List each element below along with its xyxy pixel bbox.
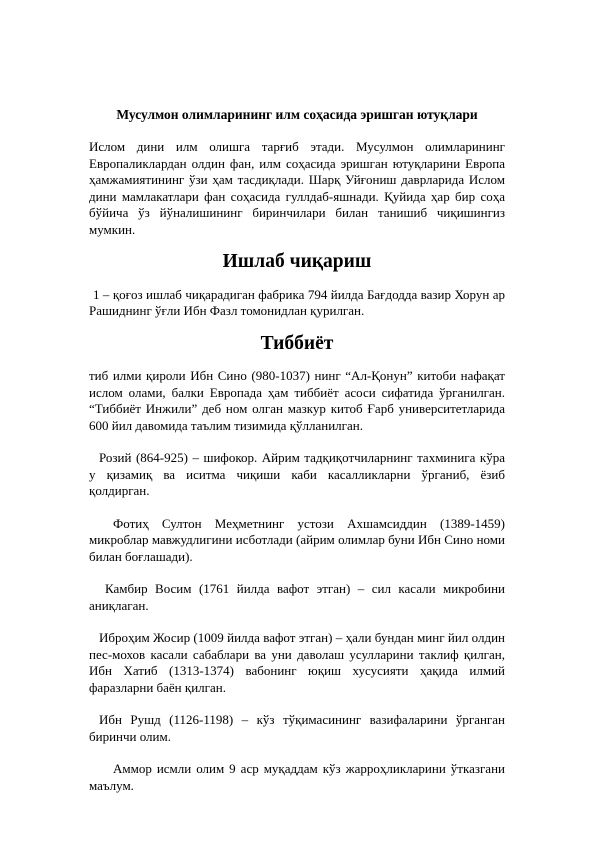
medicine-paragraph-akhshamsiddin: Фотиҳ Султон Меҳметнинг устози Ахшамсиддин (1389-1459) микроблар мавжудлигини исботлади (айрим олимлар буни Ибн Сино номи билан боғлашади). [89,515,505,564]
section-heading-production: Ишлаб чиқариш [222,251,372,272]
production-paragraph: 1 – қоғоз ишлаб чиқарадиган фабрика 794 йилда Бағдодда вазир Хорун ар Рашиднинг ўғли Ибн Фазл томонидлан қурилган. [89,286,505,318]
medicine-paragraph-ibrohim-josir: Иброҳим Жосир (1009 йилда вафот этган) – ҳали бундан минг йил олдин пес-мохов касали сабаблари ва уни даволаш усулларини таклиф қилган, Ибн Хатиб (1313-1374) вабонинг юқиш хусусияти ҳақида илмий фаразларни баён қилган. [89,630,505,695]
page-title: Мусулмон олимларининг илм соҳасида эришган ютуқлари [116,107,478,122]
intro-paragraph: Ислом дини илм олишга тарғиб этади. Мусулмон олимларининг Европаликлардан олдин фан, илм соҳасида эришган ютуқларини Европа ҳамжамиятининг ўзи ҳам тасдиқлади. Шарқ Уйғониш даврларида Ислом дини мамлакатлари фан соҳасида гуллдаб-яшнади. Қуйида ҳар бир соҳа бўйича ўз йўналишининг биринчилари билан танишиб чиқишингиз мумкин. [89,139,505,237]
document-body [89,106,505,810]
medicine-paragraph-ibn-rushd: Ибн Рушд (1126-1198) – кўз тўқимасининг вазифаларини ўрганган биринчи олим. [89,712,505,744]
medicine-paragraph-ammor: Аммор исмли олим 9 аср муқаддам кўз жарроҳликларини ўтказгани маълум. [89,761,505,793]
medicine-paragraph-roziy: Розий (864-925) – шифокор. Айрим тадқиқотчиларнинг тахминига кўра у қизамиқ ва иситма чиқиши каби касалликларни ўрганиб, ёзиб қолдирган. [89,450,505,498]
section-heading-medicine: Тиббиёт [260,332,334,354]
medicine-paragraph-ibn-sino: тиб илми қироли Ибн Сино (980-1037) нинг “Ал-Қонун” китоби нафақат ислом олами, балки Европада ҳам тиббиёт асоси сифатида ўрганилган. “Тиббиёт Инжили” деб ном олган мазкур китоб Ғарб университетларида 600 йил давомида таълим тизимида қўлланилган. [89,368,505,433]
medicine-paragraph-kambir-vosim: Камбир Восим (1761 йилда вафот этган) – сил касали микробини аниқлаган. [89,581,505,613]
